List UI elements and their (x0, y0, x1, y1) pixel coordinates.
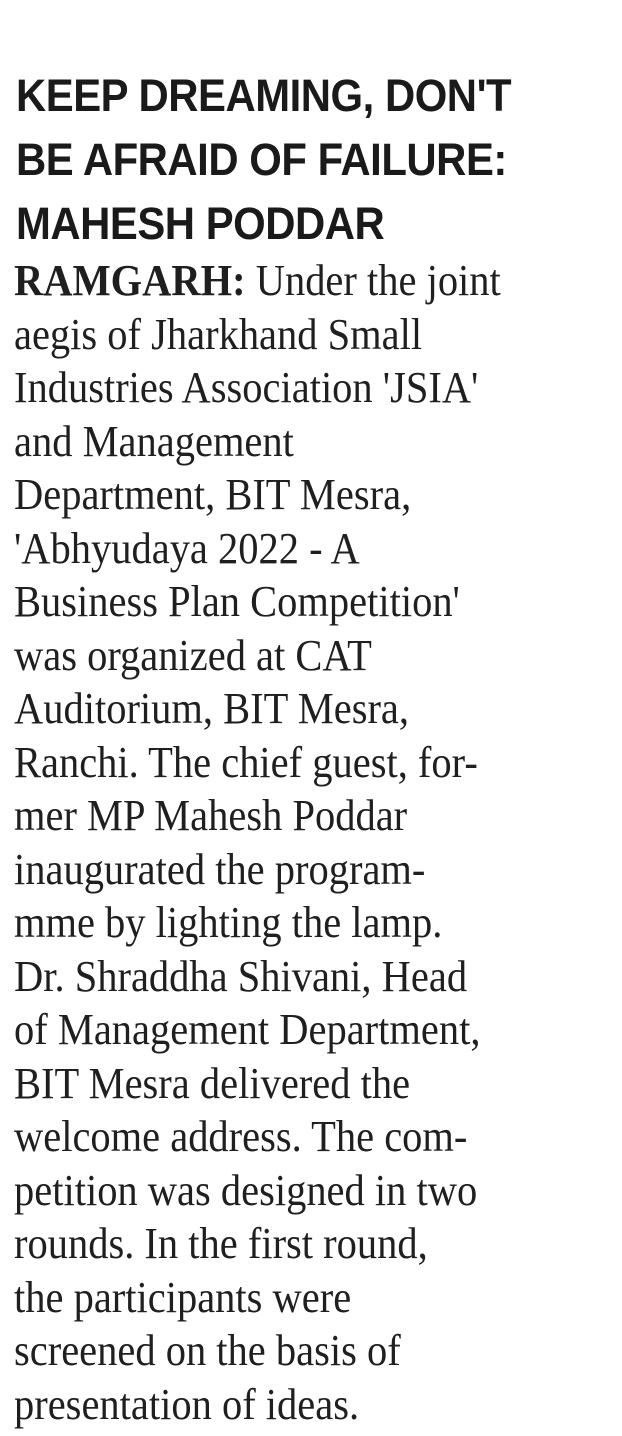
body-line: mme by lighting the lamp. (14, 898, 443, 947)
headline-line: KEEP DREAMING, DON'T (16, 70, 512, 121)
body-line: petition was designed in two (14, 1165, 478, 1215)
article-headline (16, 64, 574, 256)
body-line: inaugurated the program- (14, 844, 426, 894)
body-line: mer MP Mahesh Poddar (14, 791, 408, 840)
body-line: 'Abhyudaya 2022 - A (14, 523, 360, 573)
body-line: Dr. Shraddha Shivani, Head (14, 951, 468, 1001)
body-line: welcome address. The com- (14, 1112, 468, 1161)
body-line: screened on the basis of (14, 1326, 401, 1375)
article-body (14, 254, 575, 1431)
headline-line: MAHESH PODDAR (16, 198, 385, 249)
article-dateline: RAMGARH: (14, 256, 246, 305)
body-line: presentation of ideas. (14, 1379, 360, 1429)
body-line: Ranchi. The chief guest, for- (14, 737, 478, 787)
body-line: Department, BIT Mesra, (14, 470, 412, 519)
headline-line: BE AFRAID OF FAILURE: (16, 134, 507, 185)
body-line: and Management (14, 416, 294, 466)
body-line: Industries Association 'JSIA' (14, 363, 479, 412)
body-line: was organized at CAT (14, 630, 372, 680)
body-line (14, 254, 575, 308)
body-line: Auditorium, BIT Mesra, (14, 684, 410, 733)
body-line: rounds. In the first round, (14, 1219, 428, 1268)
body-line: BIT Mesra delivered the (14, 1058, 411, 1108)
body-line: the participants were (14, 1272, 352, 1322)
body-line: of Management Department, (14, 1005, 481, 1054)
body-line-text: Under the joint (245, 256, 501, 305)
body-line: aegis of Jharkhand Small (14, 309, 423, 359)
body-line: Business Plan Competition' (14, 577, 460, 626)
